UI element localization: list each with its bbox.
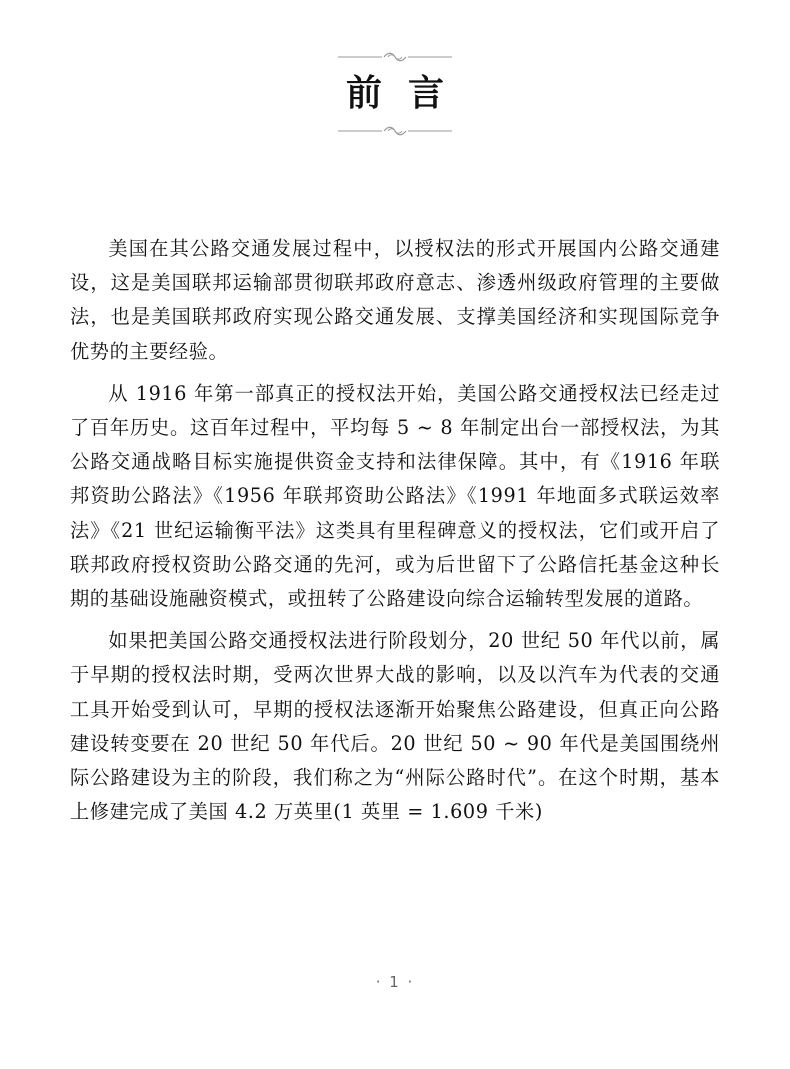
paragraph-3: 如果把美国公路交通授权法进行阶段划分，20 世纪 50 年代以前，属于早期的授权法时期，受两次世界大战的影响，以及以汽车为代表的交通工具开始受到认可，早期的授权法逐渐开始聚焦公路建设，但真正向公路建设转变要在 20 世纪 50 年代后。20 世纪 50 ~ 90 年代是美国围绕州际公路建设为主的阶段，我们称之为“州际公路时代”。在这个时期，基本上修建完成了美国 4.2 万英里(1 英里 = 1.609 千米) [70, 629, 720, 824]
title-block [0, 44, 790, 154]
body-text [70, 232, 720, 837]
ornament-bottom-divider [338, 124, 452, 138]
page-number: · 1 · [375, 973, 415, 991]
ornament-top-svg [338, 50, 452, 64]
paragraph-1: 美国在其公路交通发展过程中，以授权法的形式开展国内公路交通建设，这是美国联邦运输部贯彻联邦政府意志、渗透州级政府管理的主要做法，也是美国联邦政府实现公路交通发展、支撑美国经济和实现国际竞争优势的主要经验。 [70, 237, 720, 363]
ornament-top-divider [338, 50, 452, 64]
page-title: 前言 [345, 73, 470, 114]
ornament-bottom-svg [338, 124, 452, 138]
paragraph-2: 从 1916 年第一部真正的授权法开始，美国公路交通授权法已经走过了百年历史。这百年过程中，平均每 5 ~ 8 年制定出台一部授权法，为其公路交通战略目标实施提供资金支持和法律保障。其中，有《1916 年联邦资助公路法》《1956 年联邦资助公路法》《1991 年地面多式联运效率法》《21 世纪运输衡平法》这类具有里程碑意义的授权法，它们或开启了联邦政府授权资助公路交通的先河，或为后世留下了公路信托基金这种长期的基础设施融资模式，或扭转了公路建设向综合运输转型发展的道路。 [70, 381, 720, 611]
